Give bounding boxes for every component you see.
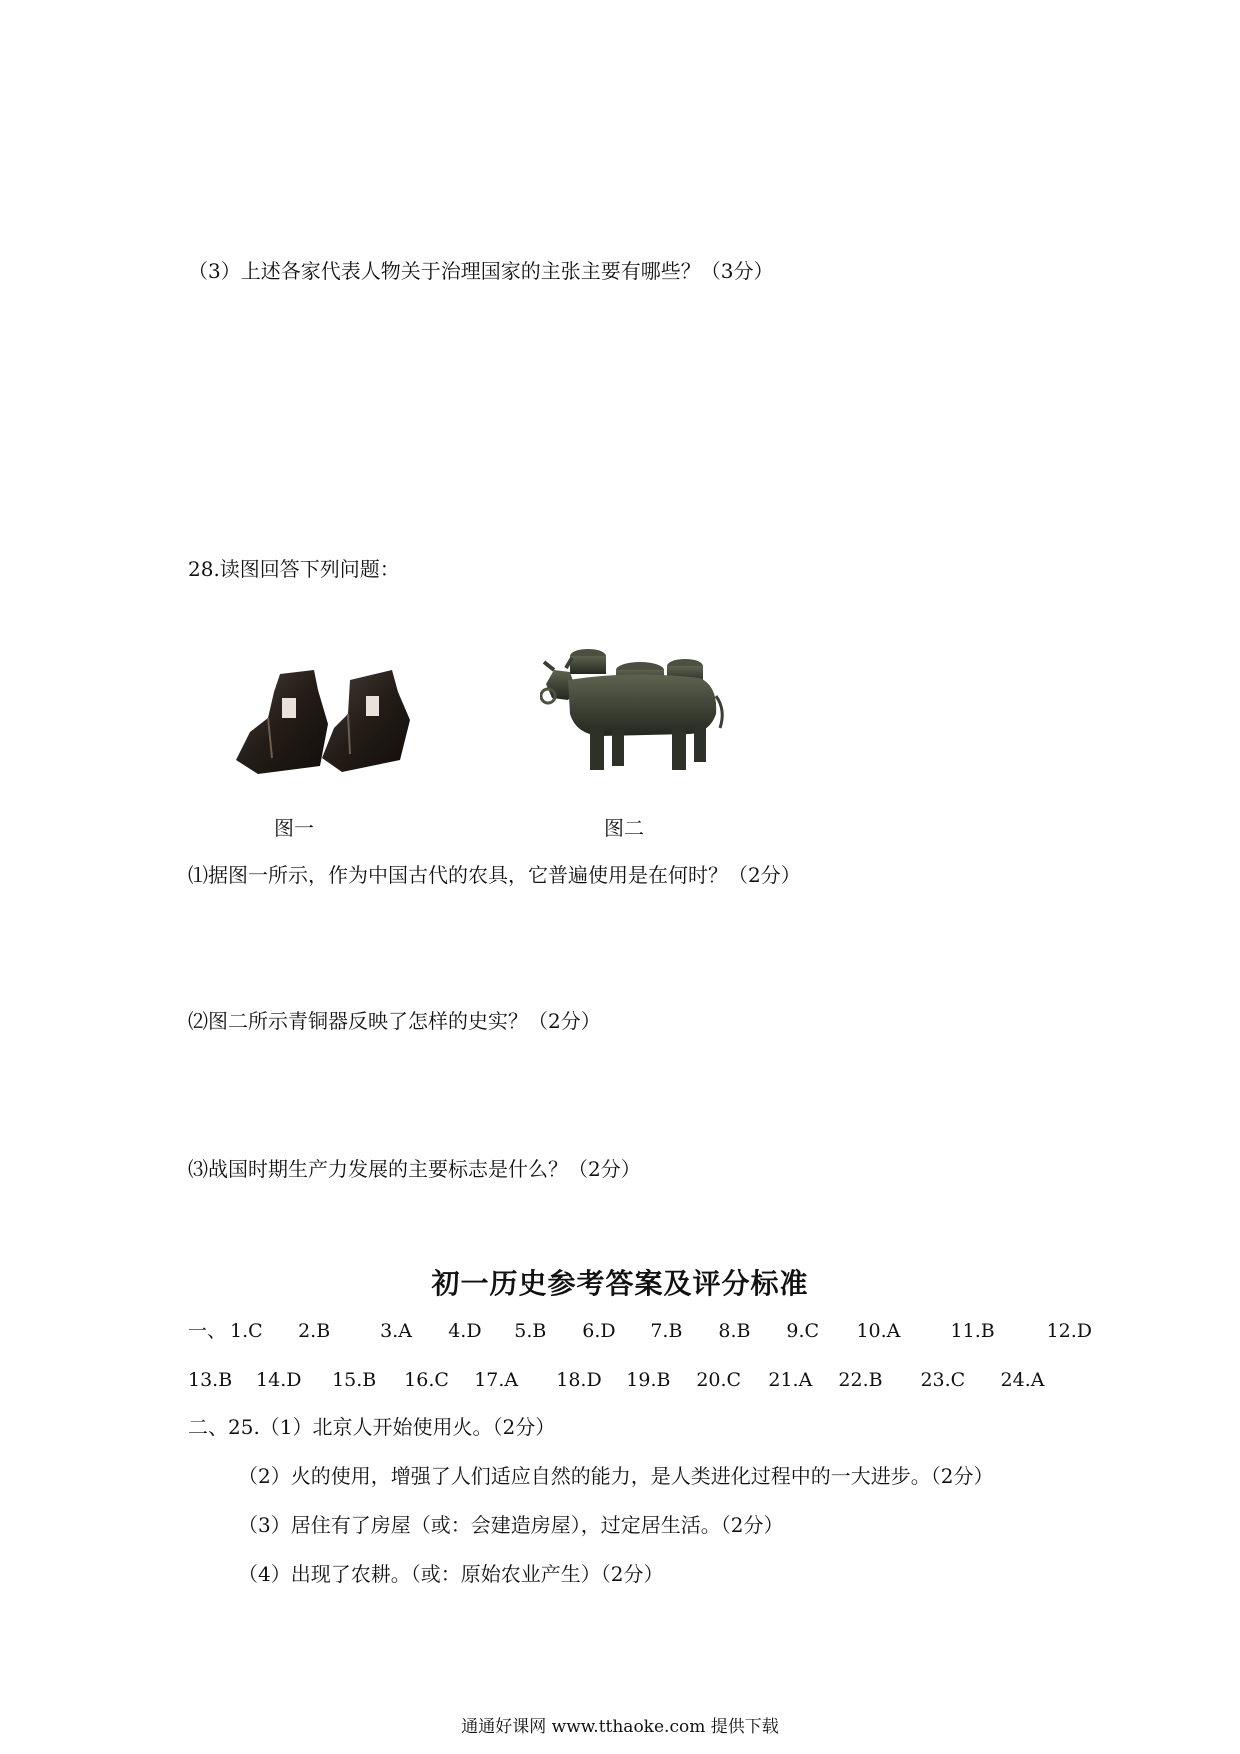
answer-row-2 — [188, 1367, 1044, 1393]
section1-label: 一、 — [188, 1320, 227, 1342]
answer-item: 14.D — [256, 1369, 302, 1391]
answer-item: 23.C — [920, 1369, 966, 1391]
answer-item: 24.A — [1000, 1369, 1045, 1391]
question-28-intro: 28.读图回答下列问题： — [188, 557, 400, 581]
answer-item: 5.B — [514, 1320, 547, 1342]
answer-row-1 — [188, 1318, 1092, 1344]
fig1-caption: 图一 — [274, 816, 314, 840]
answer-item: 21.A — [768, 1369, 813, 1391]
answer-item: 18.D — [556, 1369, 602, 1391]
fig2-bronze-ox-image — [540, 640, 740, 780]
answer-25-2: （2）火的使用，增强了人们适应自然的能力，是人类进化过程中的一大进步。（2分） — [238, 1464, 994, 1488]
question-28-1: ⑴据图一所示，作为中国古代的农具，它普遍使用是在何时？（2分） — [188, 863, 801, 887]
answer-item: 16.C — [404, 1369, 449, 1391]
answer-item: 12.D — [1046, 1320, 1093, 1342]
question-28-3: ⑶战国时期生产力发展的主要标志是什么？（2分） — [188, 1157, 641, 1181]
footer-credit: 通通好课网 www.tthaoke.com 提供下载 — [461, 1717, 779, 1737]
answer-item: 13.B — [188, 1369, 233, 1391]
answer-item: 9.C — [786, 1320, 820, 1342]
spade-right — [322, 670, 410, 772]
answer-25-3: （3）居住有了房屋（或：会建造房屋），过定居生活。（2分） — [238, 1513, 784, 1537]
answer-key-title: 初一历史参考答案及评分标准 — [431, 1267, 809, 1300]
question-28-2: ⑵图二所示青铜器反映了怎样的史实？（2分） — [188, 1009, 601, 1033]
answer-item: 6.D — [582, 1320, 616, 1342]
answer-item: 2.B — [298, 1320, 331, 1342]
answer-item: 17.A — [474, 1369, 519, 1391]
answer-item: 15.B — [332, 1369, 377, 1391]
answer-item: 22.B — [838, 1369, 883, 1391]
answer-item: 20.C — [696, 1369, 742, 1391]
fig1-iron-tools-image — [232, 662, 432, 787]
answer-item: 7.B — [650, 1320, 683, 1342]
answer-item: 1.C — [230, 1320, 263, 1342]
answer-item: 8.B — [718, 1320, 751, 1342]
answer-item: 10.A — [856, 1320, 901, 1342]
answer-25-4: （4）出现了农耕。（或：原始农业产生）（2分） — [238, 1562, 664, 1586]
answer-item: 3.A — [380, 1320, 412, 1342]
answer-25-1: 二、25.（1）北京人开始使用火。（2分） — [188, 1415, 556, 1439]
fig2-caption: 图二 — [604, 816, 644, 840]
spade-left — [236, 670, 328, 774]
answer-item: 11.B — [950, 1320, 995, 1342]
answer-item: 4.D — [448, 1320, 482, 1342]
question-27-3: （3）上述各家代表人物关于治理国家的主张主要有哪些？（3分） — [188, 259, 774, 283]
answer-item: 19.B — [626, 1369, 671, 1391]
